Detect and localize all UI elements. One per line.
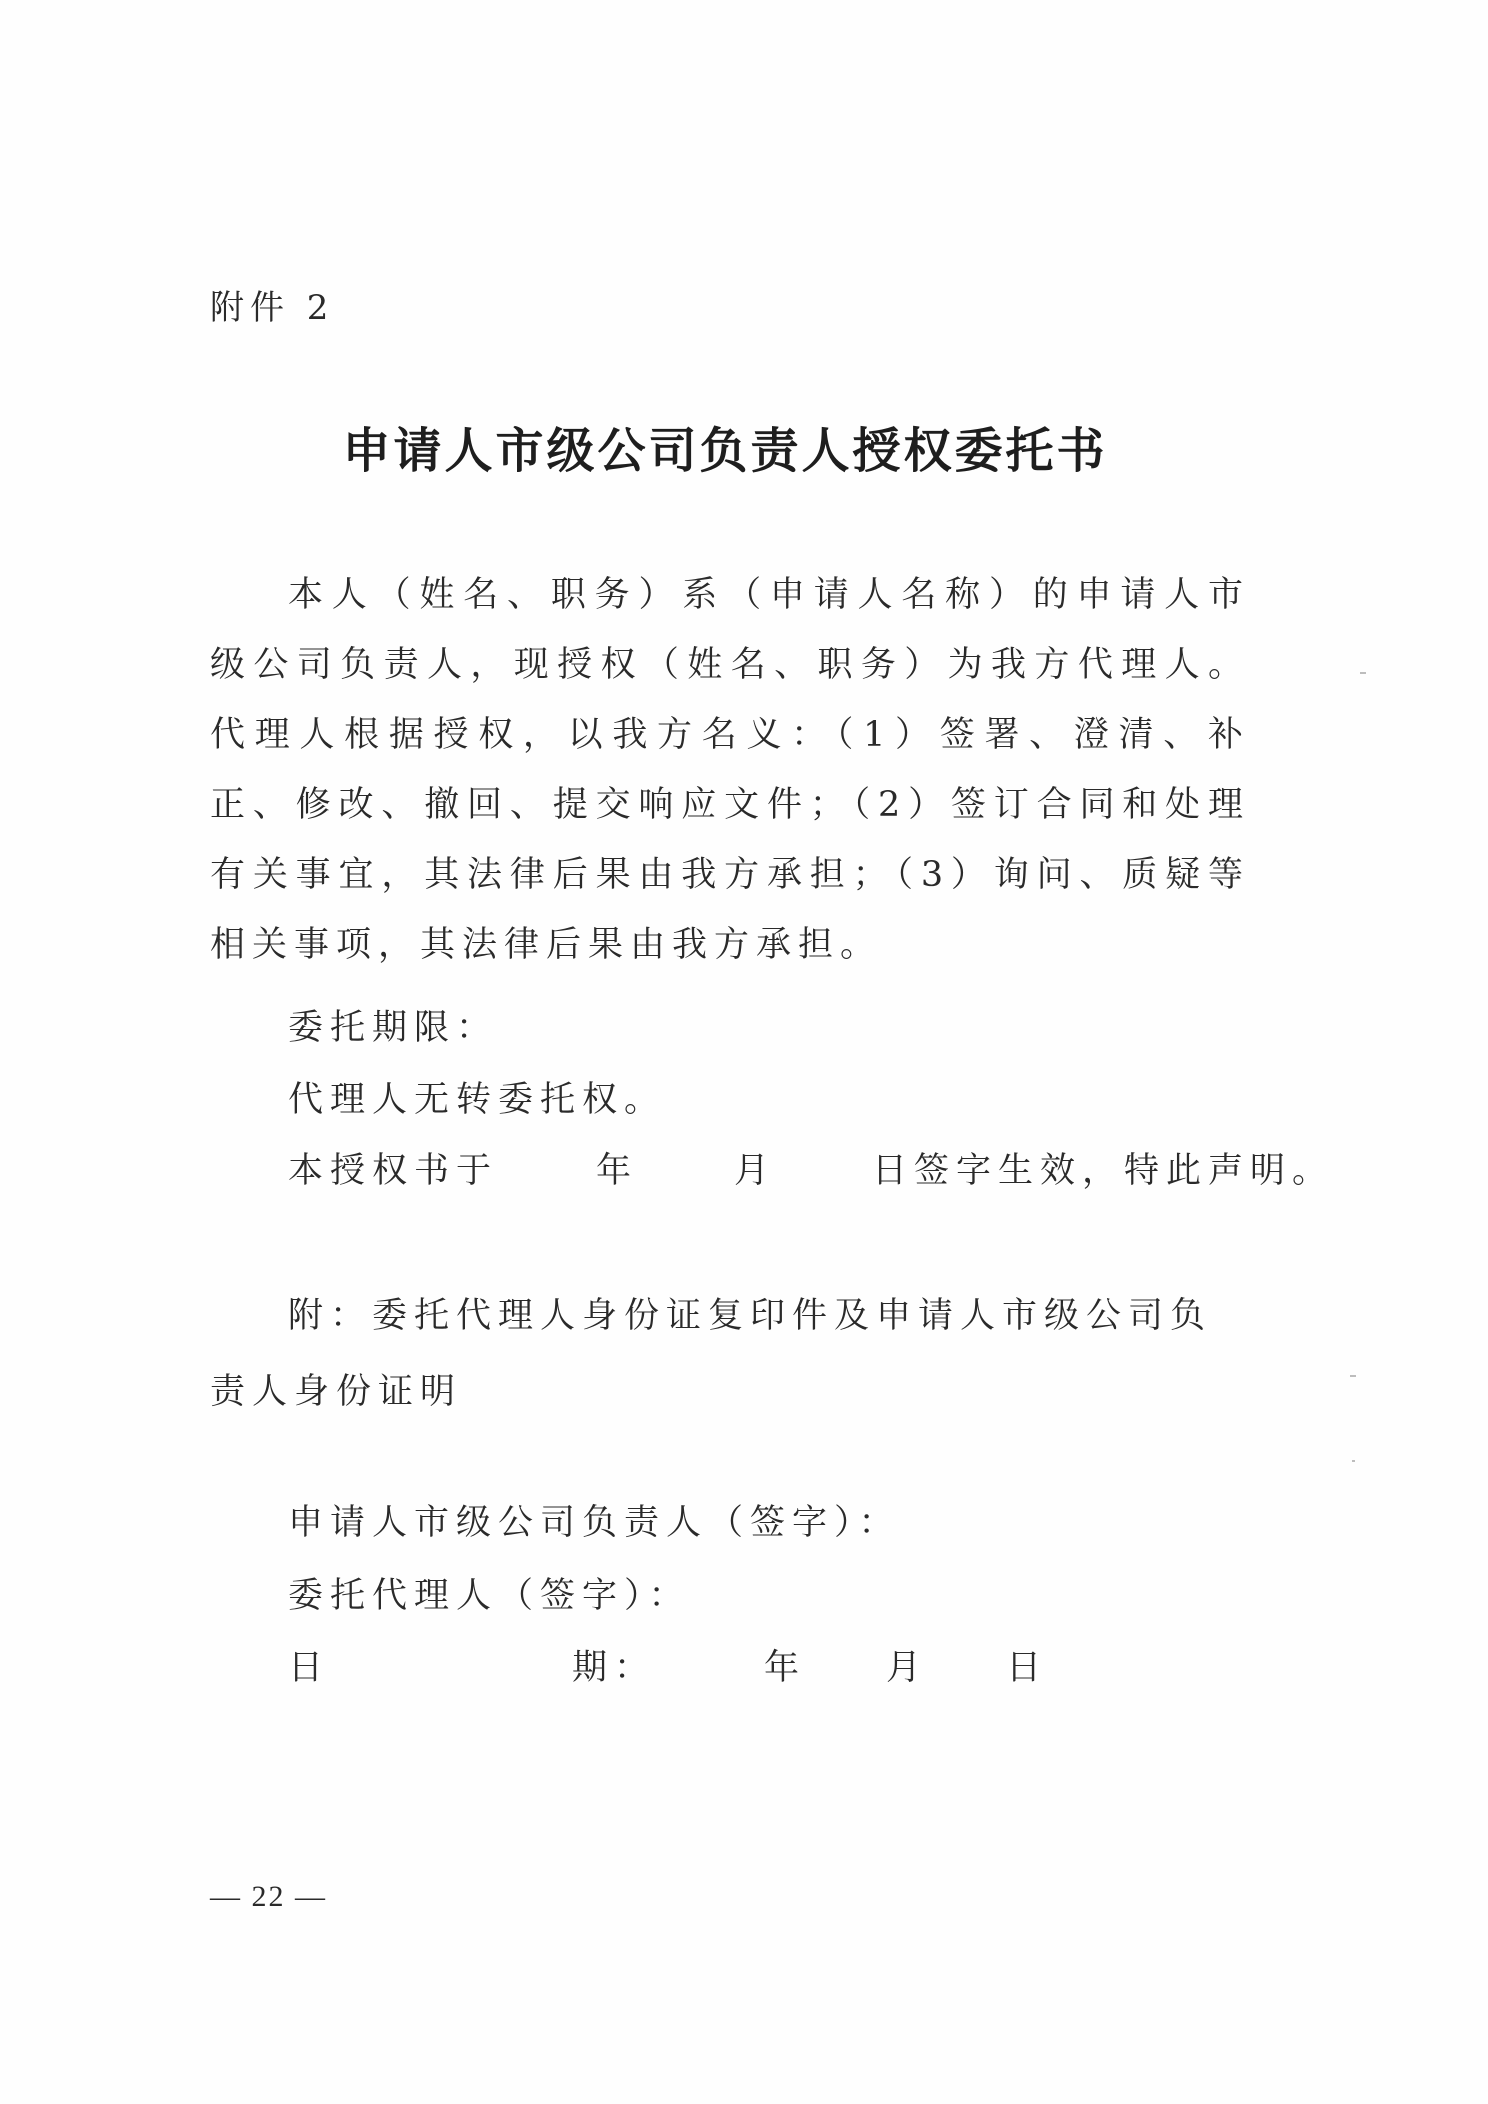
document-title: 申请人市级公司负责人授权委托书 — [342, 423, 1108, 479]
attachment-label: 附件 2 — [210, 288, 335, 328]
effective-date-line — [288, 1143, 1334, 1193]
date-day-label: 日 — [1006, 1648, 1049, 1688]
scan-speck — [1352, 1460, 1355, 1462]
scan-speck — [1350, 1375, 1356, 1377]
term-label: 委托期限： — [288, 1008, 499, 1048]
agent-signature-line: 委托代理人（签字）： — [288, 1576, 691, 1616]
leader-signature-line: 申请人市级公司负责人（签字）： — [288, 1503, 901, 1543]
date-label-2: 期： — [572, 1648, 657, 1688]
date-year-label: 年 — [764, 1648, 807, 1688]
authorization-paragraph: 本人（姓名、职务）系（申请人名称）的申请人市级公司负责人，现授权（姓名、职务）为我方代理人。代理人根据授权，以我方名义：（1）签署、澄清、补正、修改、撤回、提交响应文件；（2）签订合同和处理有关事宜，其法律后果由我方承担；（3）询问、质疑等相关事项，其法律后果由我方承担。 — [210, 575, 1250, 965]
effective-month-label: 月 — [734, 1151, 777, 1191]
date-line — [288, 1640, 1048, 1690]
scan-speck — [1360, 672, 1366, 674]
effective-year-label: 年 — [596, 1151, 639, 1191]
date-label-1: 日 — [288, 1648, 331, 1688]
effective-prefix: 本授权书于 — [288, 1151, 499, 1191]
page-number: — 22 — — [210, 1880, 327, 1913]
attachment-note: 附：委托代理人身份证复印件及申请人市级公司负责人身份证明 — [210, 1296, 1213, 1412]
no-subdelegation-text: 代理人无转委托权。 — [288, 1080, 667, 1120]
date-month-label: 月 — [886, 1648, 929, 1688]
effective-suffix: 日签字生效，特此声明。 — [872, 1151, 1335, 1191]
